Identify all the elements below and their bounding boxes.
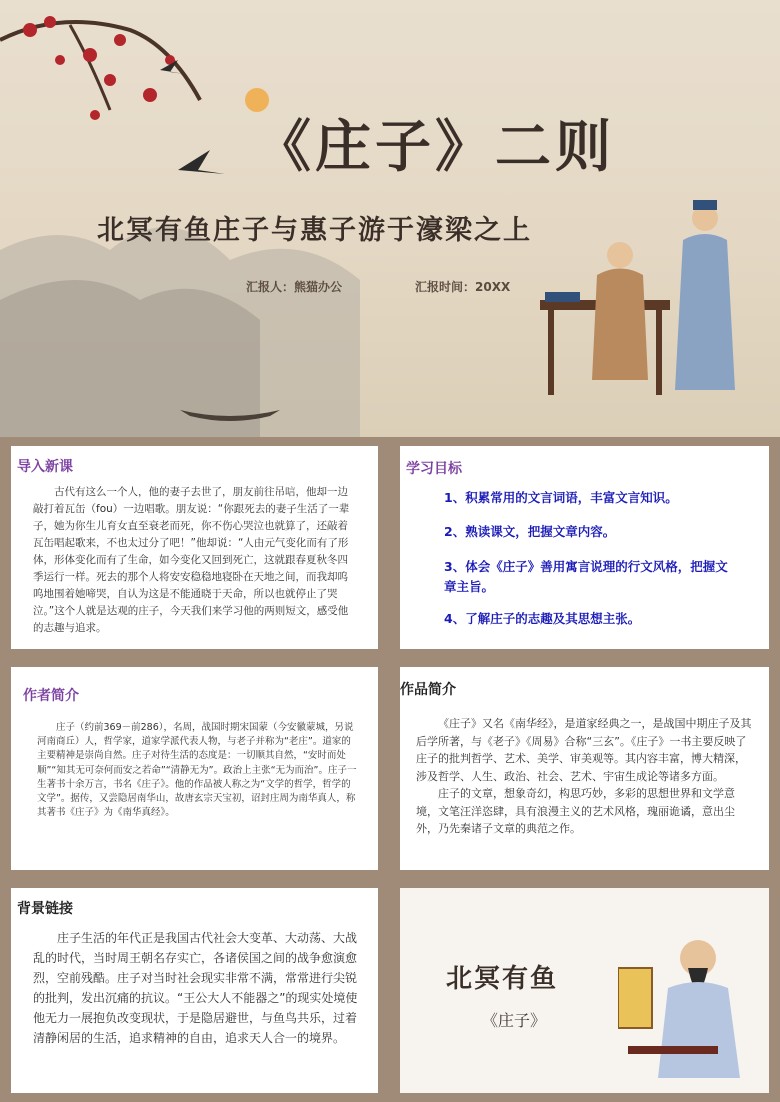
background-slide: [0, 879, 389, 1102]
standing-scholar-figure: [675, 234, 735, 390]
cover-slide: [0, 0, 780, 437]
section-slide: [389, 879, 780, 1102]
intro-slide: [0, 437, 389, 658]
goal-item: 3、体会《庄子》善用寓言说理的行文风格，把握文章主旨。: [444, 559, 728, 594]
author-title: 作者简介: [23, 688, 79, 704]
author-body: 庄子（约前369－前286），名周，战国时期宋国蒙（今安徽蒙城，另说河南商丘）人，哲学家，道家学派代表人物，与老子并称为“老庄”。道家的主要精神是崇尚自然。庄子对待生活的态度是：一切顺其自然，“安时而处顺”“知其无可奈何而安之若命”“清静无为”。政治上主张“无为而治”。庄子一生著书十余万言，书名《庄子》。他的作品被人称之为“文学的哲学，哲学的文学”。据传，又尝隐居南华山，故唐玄宗天宝初，诏封庄周为南华真人，称其著书《庄子》为《南华真经》。: [37, 722, 357, 819]
goals-title: 学习目标: [406, 461, 462, 477]
goal-item: 1、积累常用的文言词语，丰富文言知识。: [444, 490, 678, 505]
report-time-label: 汇报时间：20XX: [415, 280, 511, 294]
zhuangzi-figure: [658, 982, 740, 1078]
scholar-head-icon: [607, 242, 633, 268]
reporter-label: 汇报人：熊猫办公: [246, 280, 343, 294]
books-icon: [545, 292, 580, 302]
goal-item: 2、熟读课文，把握文章内容。: [444, 524, 616, 539]
low-table-icon: [628, 1046, 718, 1054]
work-paragraph-1: 《庄子》又名《南华经》，是道家经典之一，是战国中期庄子及其后学所著，与《老子》《周易》合称“三玄”。《庄子》一书主要反映了庄子的批判哲学、艺术、美学、审美观等。其内容丰富，博大精深，涉及哲学、人生、政治、社会、艺术、宇宙生成论等诸多方面。: [416, 717, 752, 783]
section-card: [400, 888, 769, 1093]
mountain-shape: [0, 280, 260, 437]
seated-scholar-figure: [592, 269, 648, 381]
background-title: 背景链接: [17, 901, 73, 917]
intro-card: [11, 446, 378, 649]
goal-item: 4、了解庄子的志趣及其思想主张。: [444, 611, 641, 626]
zhuangzi-illustration: [618, 928, 748, 1088]
work-title: 作品简介: [400, 682, 456, 698]
intro-body: 古代有这么一个人，他的妻子去世了，朋友前往吊唁，他却一边敲打着瓦缶（fou）一边唱歌。朋友说：“你跟死去的妻子生活了一辈子，她为你生儿育女直至衰老而死，你不伤心哭泣也就算了，还敲着瓦缶唱起歌来，不也太过分了吧！”他却说：“人由元气变化而有了形体，形体变化而有了生命，如今变化又回到死亡，这就跟春夏秋冬四季运行一样。死去的那个人将安安稳稳地寝卧在天地之间，而我却呜呜地围着她啼哭，自认为这是不能通晓于天命，所以也就停止了哭泣。”这个人就是达观的庄子，今天我们来学习他的两则短文，感受他的志趣与追求。: [33, 486, 350, 634]
work-card: [400, 667, 769, 870]
goals-slide: [389, 437, 780, 658]
background-body: 庄子生活的年代正是我国古代社会大变革、大动荡、大战乱的时代，当时周王朝名存实亡，各诸侯国之间的战争愈演愈烈，空前残酷。庄子对当时社会现实非常不满，常常进行尖锐的批判，发出沉痛的抗议。“王公大人不能器之”的现实处境使他无力一展抱负改变现状，于是隐居避世，与鱼鸟共乐，过着清静闲居的生活，追求精神的自由，追求天人合一的境界。: [33, 931, 358, 1045]
branch-shape: [70, 25, 110, 110]
plum-blossoms: [23, 16, 175, 120]
work-slide: [389, 658, 780, 879]
author-slide: [0, 658, 389, 879]
scroll-icon: [618, 968, 652, 1028]
section-title: 北冥有鱼: [446, 964, 559, 994]
background-card: [11, 888, 378, 1093]
author-card: [11, 667, 378, 870]
section-source: 《庄子》: [482, 1011, 547, 1030]
swallow-icon: [178, 150, 225, 174]
goals-card: [400, 446, 769, 649]
cover-subtitle: 北冥有鱼庄子与惠子游于濠梁之上: [97, 215, 532, 246]
cover-title: 《庄子》二则: [255, 115, 615, 180]
work-paragraph-2: 庄子的文章，想象奇幻，构思巧妙，多彩的思想世界和文学意境，文笔汪洋恣肆，具有浪漫主义的艺术风格，瑰丽诡谲，意出尘外，乃先秦诸子文章的典范之作。: [416, 787, 735, 835]
intro-title: 导入新课: [17, 459, 73, 475]
